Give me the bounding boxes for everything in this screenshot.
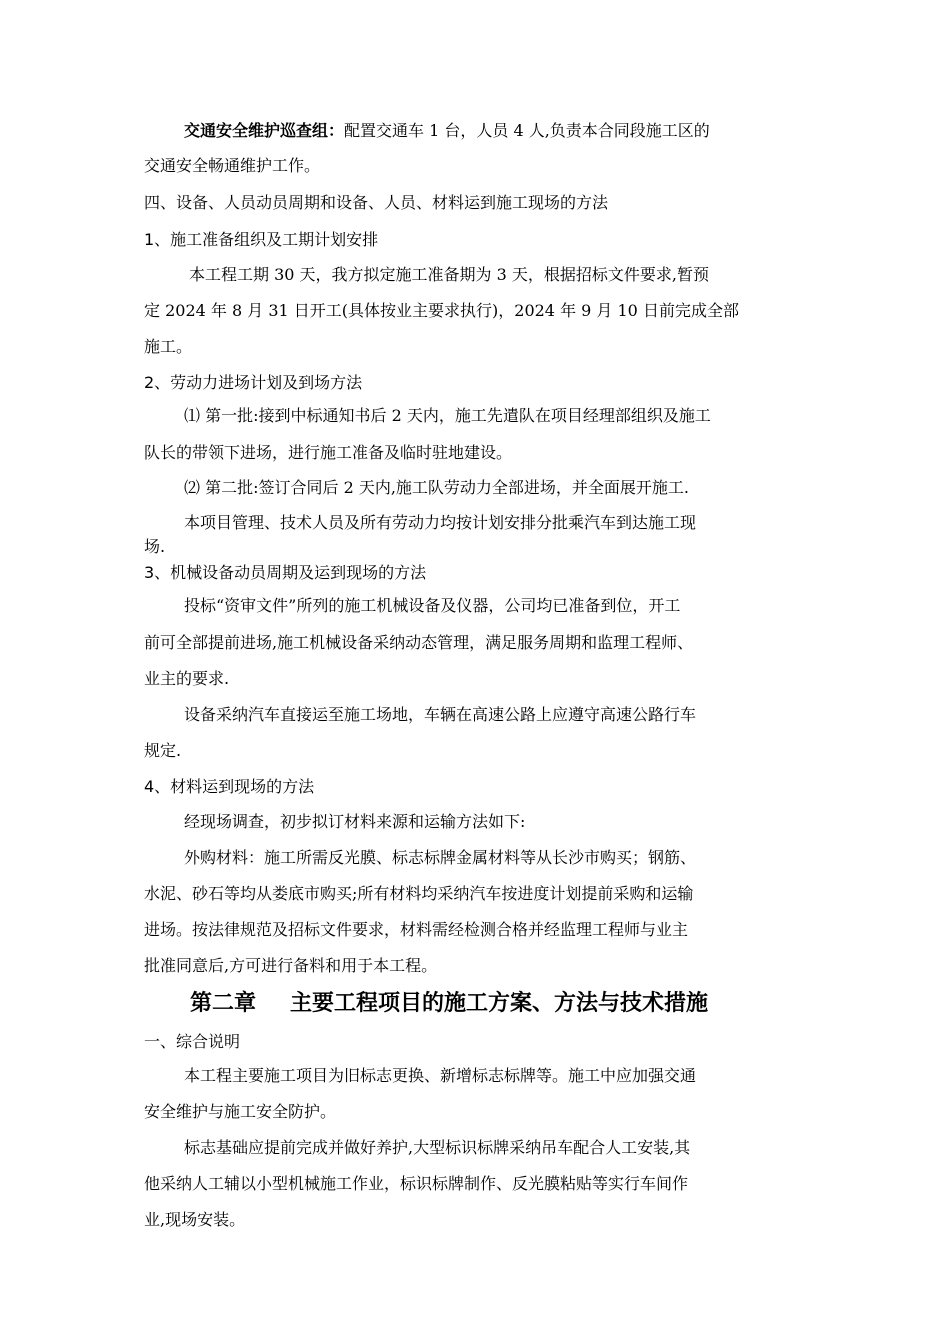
patrol-label: 交通安全维护巡查组： <box>184 121 345 140</box>
paragraph-line: 他采纳人工辅以小型机械施工作业，标识标牌制作、反光膜粘贴等实行车间作 <box>144 1174 689 1193</box>
chapter-title <box>190 990 708 1018</box>
sub-heading-1: 1、施工准备组织及工期计划安排 <box>144 230 379 249</box>
patrol-paragraph-line-2: 交通安全畅通维护工作。 <box>144 156 321 175</box>
paragraph-line: 经现场调查，初步拟订材料来源和运输方法如下: <box>184 812 526 831</box>
paragraph-line: 水泥、砂石等均从娄底市购买;所有材料均采纳汽车按进度计划提前采购和运输 <box>144 884 694 903</box>
section-heading-4: 四、设备、人员动员周期和设备、人员、材料运到施工现场的方法 <box>144 193 609 212</box>
chapter-number: 第二章 <box>190 991 257 1016</box>
paragraph-line: 本工程工期 30 天，我方拟定施工准备期为 3 天，根据招标文件要求,暂预 <box>189 265 709 284</box>
paragraph-line: 业,现场安装。 <box>144 1210 246 1229</box>
sub-heading-4: 4、材料运到现场的方法 <box>144 777 315 796</box>
paragraph-line: 施工。 <box>144 337 193 356</box>
paragraph-line: 安全维护与施工安全防护。 <box>144 1102 337 1121</box>
patrol-text: 配置交通车 1 台，人员 4 人,负责本合同段施工区的 <box>344 121 710 140</box>
paragraph-line: 前可全部提前进场,施工机械设备采纳动态管理，满足服务周期和监理工程师、 <box>144 633 694 652</box>
paragraph-line: 定 2024 年 8 月 31 日开工(具体按业主要求执行)，2024 年 9 月 10 日前完成全部 <box>144 301 739 320</box>
patrol-paragraph-line-1 <box>184 121 710 141</box>
paragraph-line: 场. <box>144 537 166 556</box>
paragraph-line: 本工程主要施工项目为旧标志更换、新增标志标牌等。施工中应加强交通 <box>184 1066 697 1085</box>
paragraph-line: 规定. <box>144 741 182 760</box>
paragraph-line: 批准同意后,方可进行备料和用于本工程。 <box>144 956 438 975</box>
paragraph-line: 设备采纳汽车直接运至施工场地，车辆在高速公路上应遵守高速公路行车 <box>184 705 697 724</box>
paragraph-line: 队长的带领下进场，进行施工准备及临时驻地建设。 <box>144 443 513 462</box>
paragraph-line: 外购材料：施工所需反光膜、标志标牌金属材料等从长沙市购买；钢筋、 <box>184 848 697 867</box>
chapter-title-text: 主要工程项目的施工方案、方法与技术措施 <box>290 991 709 1016</box>
sub-heading-3: 3、机械设备动员周期及运到现场的方法 <box>144 563 427 582</box>
paragraph-line: ⑴ 第一批:接到中标通知书后 2 天内，施工先遣队在项目经理部组织及施工 <box>184 406 711 425</box>
paragraph-line: 业主的要求. <box>144 669 230 688</box>
paragraph-line: ⑵ 第二批:签订合同后 2 天内,施工队劳动力全部进场，并全面展开施工. <box>184 478 690 497</box>
paragraph-line: 标志基础应提前完成并做好养护,大型标识标牌采纳吊车配合人工安装,其 <box>184 1138 691 1157</box>
sub-heading-2: 2、劳动力进场计划及到场方法 <box>144 373 363 392</box>
paragraph-line: 投标“资审文件”所列的施工机械设备及仪器，公司均已准备到位，开工 <box>184 596 681 615</box>
paragraph-line: 本项目管理、技术人员及所有劳动力均按计划安排分批乘汽车到达施工现 <box>184 513 697 532</box>
paragraph-line: 进场。按法律规范及招标文件要求，材料需经检测合格并经监理工程师与业主 <box>144 920 689 939</box>
section-heading-1: 一、综合说明 <box>144 1032 241 1051</box>
